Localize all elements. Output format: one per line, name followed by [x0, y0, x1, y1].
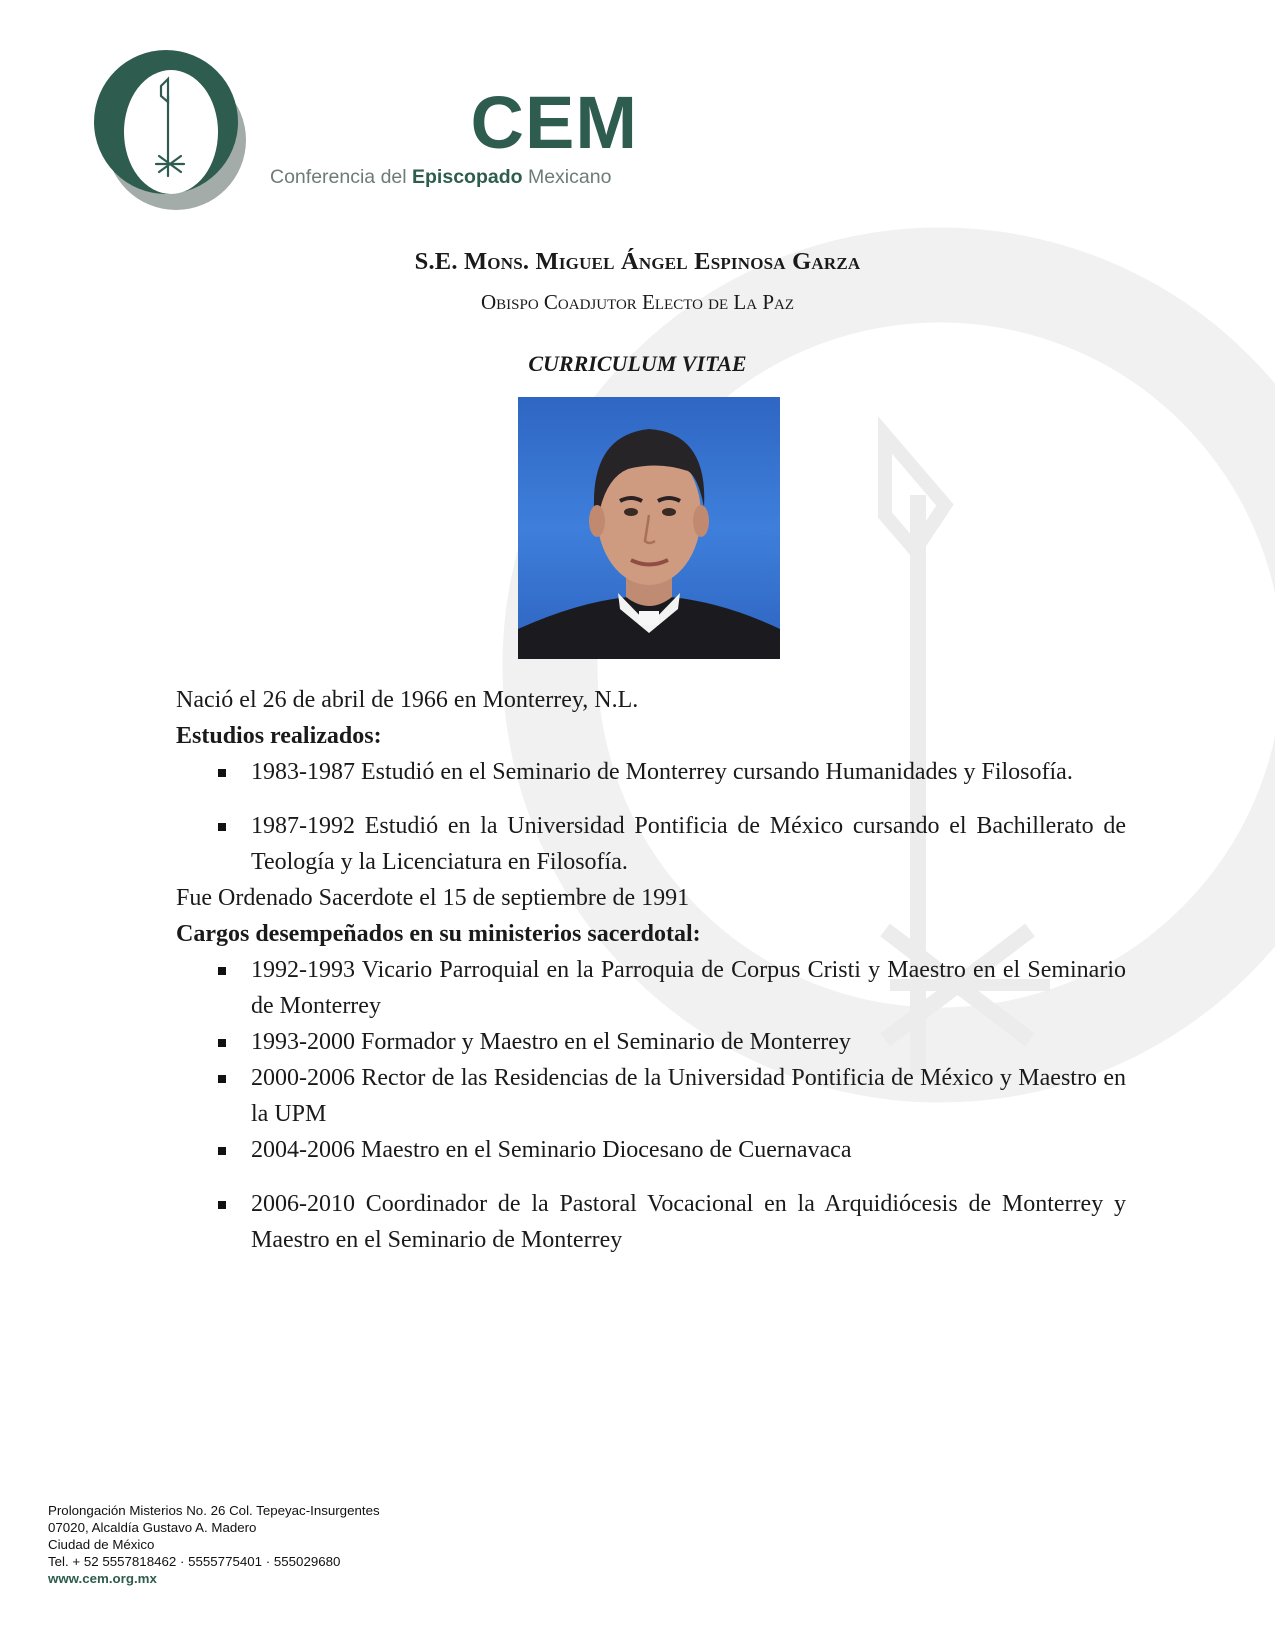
footer-address-line1: Prolongación Misterios No. 26 Col. Tepeyac-Insurgentes — [48, 1503, 380, 1518]
list-item: 1983-1987 Estudió en el Seminario de Monterrey cursando Humanidades y Filosofía. — [176, 754, 1126, 790]
list-item: 2000-2006 Rector de las Residencias de la Universidad Pontificia de México y Maestro en la UPM — [176, 1060, 1126, 1132]
list-item: 2006-2010 Coordinador de la Pastoral Vocacional en la Arquidiócesis de Monterrey y Maestro en el Seminario de Monterrey — [176, 1186, 1126, 1258]
document-title: CURRICULUM VITAE — [528, 351, 747, 376]
list-item: 1987-1992 Estudió en la Universidad Pontificia de México cursando el Bachillerato de Teología y la Licenciatura en Filosofía. — [176, 808, 1126, 880]
bishop-role: Obispo Coadjutor Electo de La Paz — [480, 290, 795, 314]
positions-title: Cargos desempeñados en su ministerios sacerdotal: — [176, 921, 701, 947]
footer-contact — [48, 1502, 380, 1587]
logo-name-part3: Mexicano — [522, 166, 612, 188]
footer-address-line2: 07020, Alcaldía Gustavo A. Madero — [48, 1520, 257, 1535]
ordination-info: Fue Ordenado Sacerdote el 15 de septiembre de 1991 — [176, 885, 690, 911]
list-item: 2004-2006 Maestro en el Seminario Diocesano de Cuernavaca — [176, 1132, 1126, 1168]
cem-logo-icon — [84, 46, 260, 222]
list-item: 1992-1993 Vicario Parroquial en la Parroquia de Corpus Cristi y Maestro en el Seminario de Monterrey — [176, 952, 1126, 1024]
positions-list — [176, 952, 1126, 1258]
logo-name-bold: Episcopado — [412, 166, 523, 188]
birth-info: Nació el 26 de abril de 1966 en Monterrey, N.L. — [176, 687, 639, 713]
footer-phones: Tel. + 52 5557818462 · 5555775401 · 555029680 — [48, 1554, 341, 1569]
studies-title: Estudios realizados: — [176, 723, 382, 749]
logo-wordmark — [270, 81, 650, 189]
cv-body — [176, 682, 1126, 1258]
logo-name-part1: Conferencia del — [270, 166, 413, 188]
list-item: 1993-2000 Formador y Maestro en el Seminario de Monterrey — [176, 1024, 1126, 1060]
logo-full-name — [270, 166, 650, 189]
bishop-name: S.E. Mons. Miguel Ángel Espinosa Garza — [414, 248, 861, 275]
footer-city: Ciudad de México — [48, 1537, 155, 1552]
logo-acronym: CEM — [470, 81, 638, 164]
portrait-photo — [518, 397, 780, 659]
portrait-illustration-icon — [518, 397, 780, 659]
footer-website-link[interactable]: www.cem.org.mx — [48, 1571, 157, 1586]
studies-list — [176, 754, 1126, 880]
